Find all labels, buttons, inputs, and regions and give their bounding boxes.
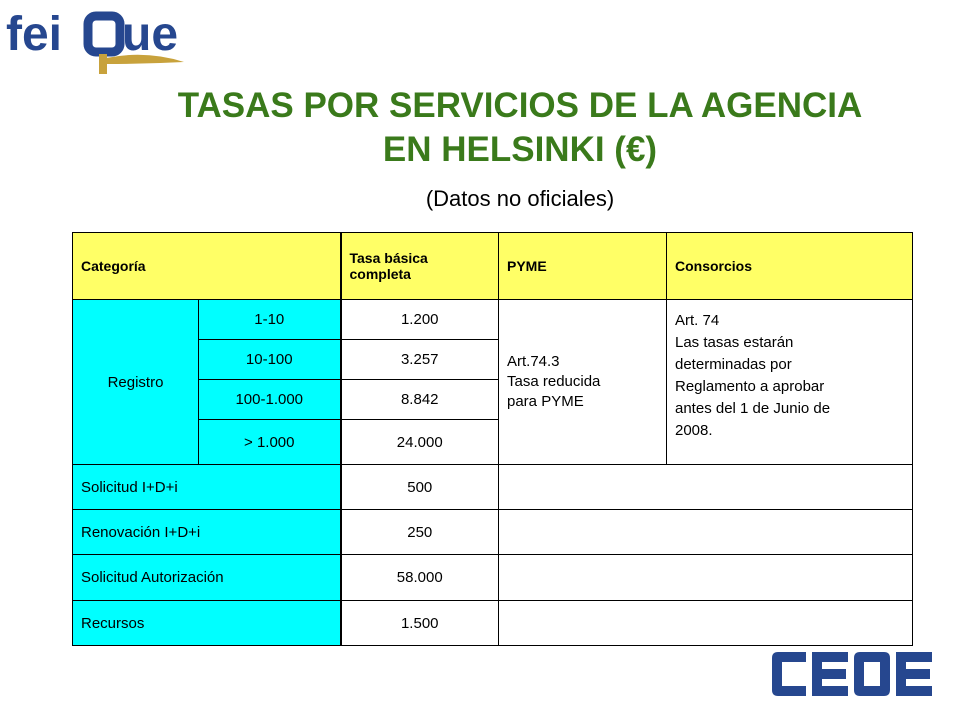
ceoe-logo-text: CEOE — [772, 652, 775, 653]
table-row — [73, 510, 913, 555]
logo-feique-text-left: fei — [6, 8, 63, 61]
table-row — [73, 555, 913, 601]
registro-fee: 8.842 — [341, 380, 499, 420]
row-fee: 1.500 — [341, 601, 499, 646]
registro-fee: 3.257 — [341, 340, 499, 380]
row-label: Solicitud Autorización — [73, 555, 341, 601]
table-header-row — [73, 233, 913, 300]
row-empty — [499, 601, 913, 646]
ceoe-logo-icon — [772, 652, 934, 696]
row-fee: 250 — [341, 510, 499, 555]
registro-label: Registro — [73, 300, 199, 465]
registro-range: 10-100 — [199, 340, 341, 380]
ceoe-logo — [772, 652, 934, 696]
header-consortia: Consorcios — [667, 233, 913, 300]
row-fee: 58.000 — [341, 555, 499, 601]
table-row — [73, 601, 913, 646]
consortia-note: Art. 74 Las tasas estarán determinadas por Reglamento a aprobar antes del 1 de Junio de 2008. — [667, 300, 913, 465]
registro-range: 100-1.000 — [199, 380, 341, 420]
row-empty — [499, 555, 913, 601]
table-row — [73, 465, 913, 510]
registro-range: > 1.000 — [199, 420, 341, 465]
sme-note: Art.74.3 Tasa reducida para PYME — [499, 300, 667, 465]
row-fee: 500 — [341, 465, 499, 510]
page-title — [80, 84, 960, 172]
page-title-line1: TASAS POR SERVICIOS DE LA AGENCIA — [177, 86, 863, 125]
row-label: Renovación I+D+i — [73, 510, 341, 555]
fees-table — [72, 232, 913, 646]
feique-q-logo-icon — [6, 4, 196, 80]
page-title-line2: EN HELSINKI (€) — [382, 130, 658, 169]
page-subtitle: (Datos no oficiales) — [425, 186, 615, 211]
row-label: Recursos — [73, 601, 341, 646]
registro-fee: 24.000 — [341, 420, 499, 465]
logo-feique-text-right: ue — [122, 8, 179, 61]
registro-range: 1-10 — [199, 300, 341, 340]
header-basic-fee: Tasa básica completa — [341, 233, 499, 300]
table-row — [73, 300, 913, 340]
row-empty — [499, 465, 913, 510]
registro-fee: 1.200 — [341, 300, 499, 340]
row-empty — [499, 510, 913, 555]
feique-logo — [6, 4, 196, 80]
header-sme: PYME — [499, 233, 667, 300]
header-category: Categoría — [73, 233, 341, 300]
row-label: Solicitud I+D+i — [73, 465, 341, 510]
